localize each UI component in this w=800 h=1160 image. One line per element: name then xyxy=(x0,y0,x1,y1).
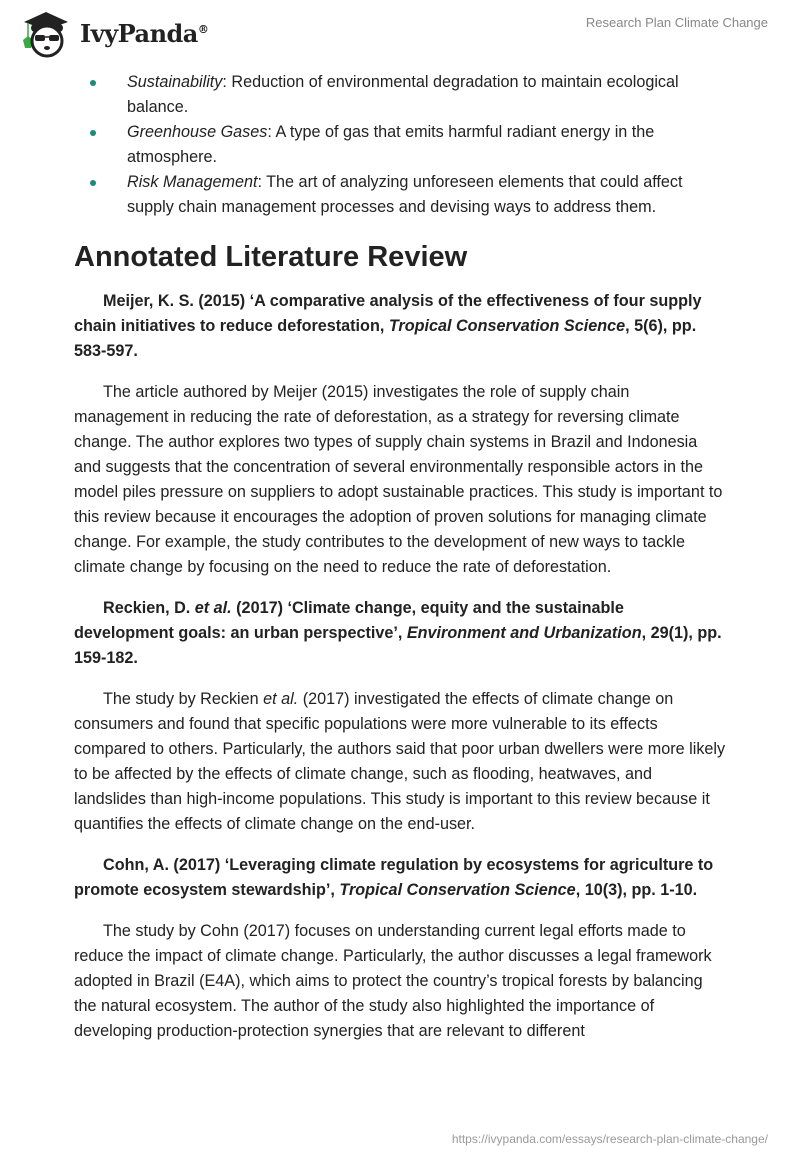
header xyxy=(0,0,800,60)
definitions-list xyxy=(74,70,728,220)
ivypanda-logo[interactable] xyxy=(18,8,208,58)
bullet-icon xyxy=(90,80,96,86)
list-item: Sustainability: Reduction of environmental degradation to maintain ecological balance. xyxy=(74,70,728,120)
reference-citation: Cohn, A. (2017) ‘Leveraging climate regulation by ecosystems for agriculture to promote ecosystem stewardship’, Tropical Conservation Science, 10(3), pp. 1-10. xyxy=(74,856,714,899)
annotation-paragraph: The study by Cohn (2017) focuses on understanding current legal efforts made to reduce the impact of climate change. Particularly, the author discusses a legal framework adopted in Brazil (E4A), which aims to protect the country’s tropical forests by balancing the natural ecosystem. The author of the study also highlighted the importance of developing production-protection synergies that are relevant to different xyxy=(74,922,712,1040)
bullet-icon xyxy=(90,130,96,136)
logo-text: IvyPanda xyxy=(80,18,198,48)
document-title: Research Plan Climate Change xyxy=(585,15,768,30)
reference-citation: Meijer, K. S. (2015) ‘A comparative analysis of the effectiveness of four supply chain initiatives to reduce deforestation, Tropical Conservation Science, 5(6), pp. 583-597. xyxy=(74,292,702,360)
list-item: Risk Management: The art of analyzing unforeseen elements that could affect supply chain management processes and devising ways to address them. xyxy=(74,170,728,220)
annotation-paragraph: The study by Reckien et al. (2017) investigated the effects of climate change on consumers and found that specific populations were more vulnerable to its effects compared to others. Particularly, the authors said that poor urban dwellers were more likely to be affected by the effects of climate change, such as flooding, heatwaves, and landslides than high-income populations. This study is important to this review because it quantifies the effects of climate change on the end-user. xyxy=(74,690,726,833)
panda-graduate-icon xyxy=(18,8,74,58)
annotation-paragraph: The article authored by Meijer (2015) investigates the role of supply chain management in reducing the rate of deforestation, as a strategy for reversing climate change. The author explores two types of supply chain systems in Brazil and Indonesia and suggests that the concentration of several environmentally responsible actors in the model piles pressure on suppliers to adopt sustainable practices. This study is important to this review because it encourages the adoption of proven solutions for managing climate change. For example, the study contributes to the development of new ways to tackle climate change by focusing on the need to reduce the rate of deforestation. xyxy=(74,383,723,576)
essay-content xyxy=(74,70,728,1060)
registered-mark: ® xyxy=(197,22,209,36)
reference-citation: Reckien, D. et al. (2017) ‘Climate change, equity and the sustainable development goals: an urban perspective’, Environment and Urbanization, 29(1), pp. 159-182. xyxy=(74,599,722,667)
bullet-icon xyxy=(90,180,96,186)
source-url[interactable]: https://ivypanda.com/essays/research-plan-climate-change/ xyxy=(451,1132,768,1146)
section-title: Annotated Literature Review xyxy=(74,241,468,273)
list-item: Greenhouse Gases: A type of gas that emits harmful radiant energy in the atmosphere. xyxy=(74,120,728,170)
